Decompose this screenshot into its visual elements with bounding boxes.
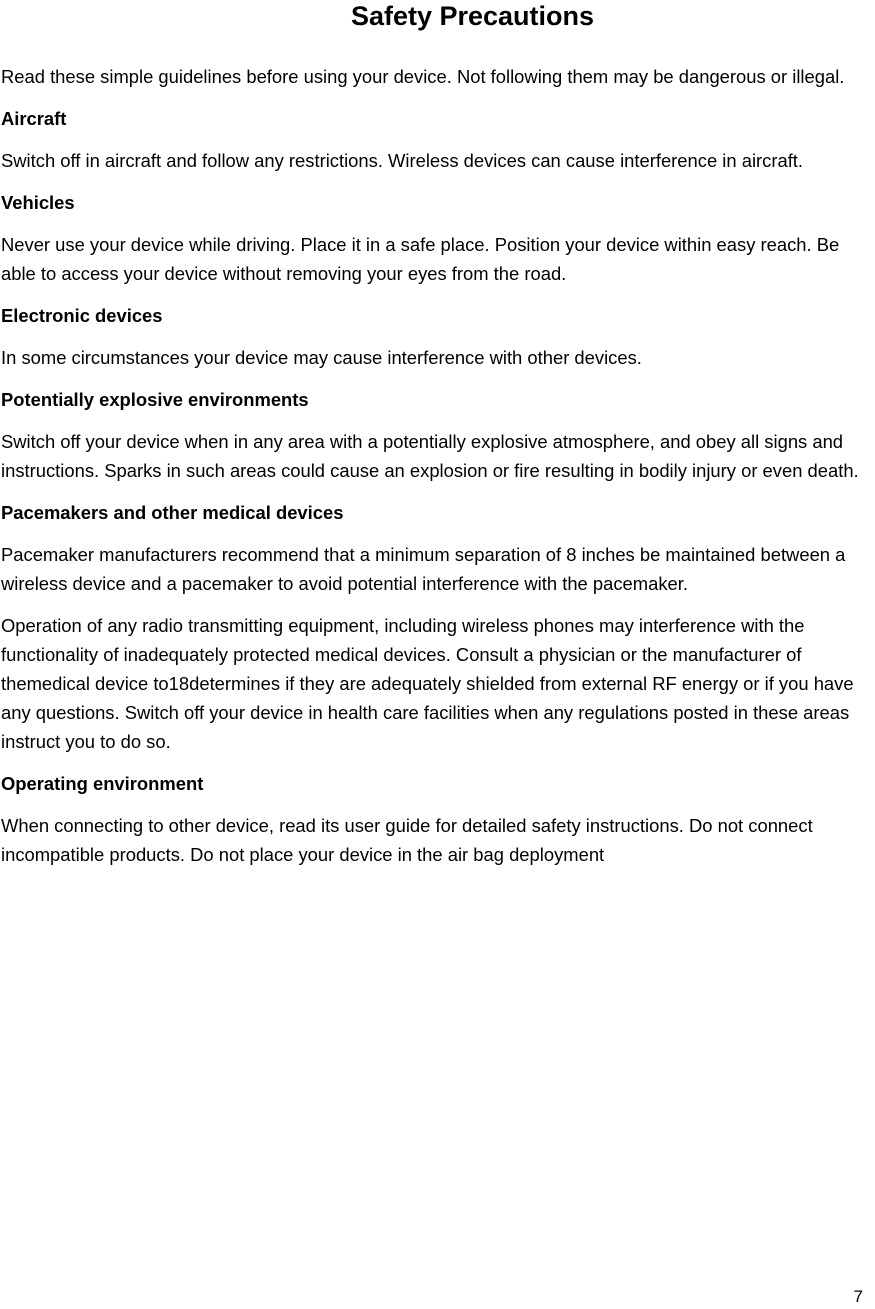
page-title: Safety Precautions (350, 1, 595, 31)
page-number: 7 (853, 1287, 863, 1306)
page-content (1, 62, 873, 882)
section-explosive-environments (1, 385, 873, 485)
section-heading-aircraft: Aircraft (1, 108, 67, 129)
section-heading-vehicles: Vehicles (1, 192, 75, 213)
section-electronic-devices (1, 301, 873, 372)
intro-paragraph: Read these simple guidelines before using your device. Not following them may be dangerous or illegal. (1, 66, 845, 87)
section-paragraph: Switch off your device when in any area with a potentially explosive atmosphere, and obey all signs and instructions. Sparks in such areas could cause an explosion or fire resulting in bodily injury or even death. (1, 431, 859, 481)
section-paragraph: Never use your device while driving. Place it in a safe place. Position your device within easy reach. Be able to access your device without removing your eyes from the road. (1, 234, 840, 284)
section-heading-electronic-devices: Electronic devices (1, 305, 163, 326)
section-heading-medical-devices: Pacemakers and other medical devices (1, 502, 344, 523)
section-paragraph: In some circumstances your device may cause interference with other devices. (1, 347, 642, 368)
section-heading-explosive-environments: Potentially explosive environments (1, 389, 309, 410)
section-paragraph: Switch off in aircraft and follow any restrictions. Wireless devices can cause interference in aircraft. (1, 150, 804, 171)
section-aircraft (1, 104, 873, 175)
section-paragraph: When connecting to other device, read its user guide for detailed safety instructions. Do not connect incompatible products. Do not place your device in the air bag deployment (1, 815, 813, 865)
section-paragraph: Operation of any radio transmitting equipment, including wireless phones may interference with the functionality of inadequately protected medical devices. Consult a physician or the manufacturer of themedical device to18determines if they are adequately shielded from external RF energy or if you have any questions. Switch off your device in health care facilities when any regulations posted in these areas instruct you to do so. (1, 615, 854, 752)
section-medical-devices (1, 498, 873, 756)
section-paragraph: Pacemaker manufacturers recommend that a minimum separation of 8 inches be maintained between a wireless device and a pacemaker to avoid potential interference with the pacemaker. (1, 544, 846, 594)
section-vehicles (1, 188, 873, 288)
section-heading-operating-environment: Operating environment (1, 773, 204, 794)
section-operating-environment (1, 769, 873, 869)
